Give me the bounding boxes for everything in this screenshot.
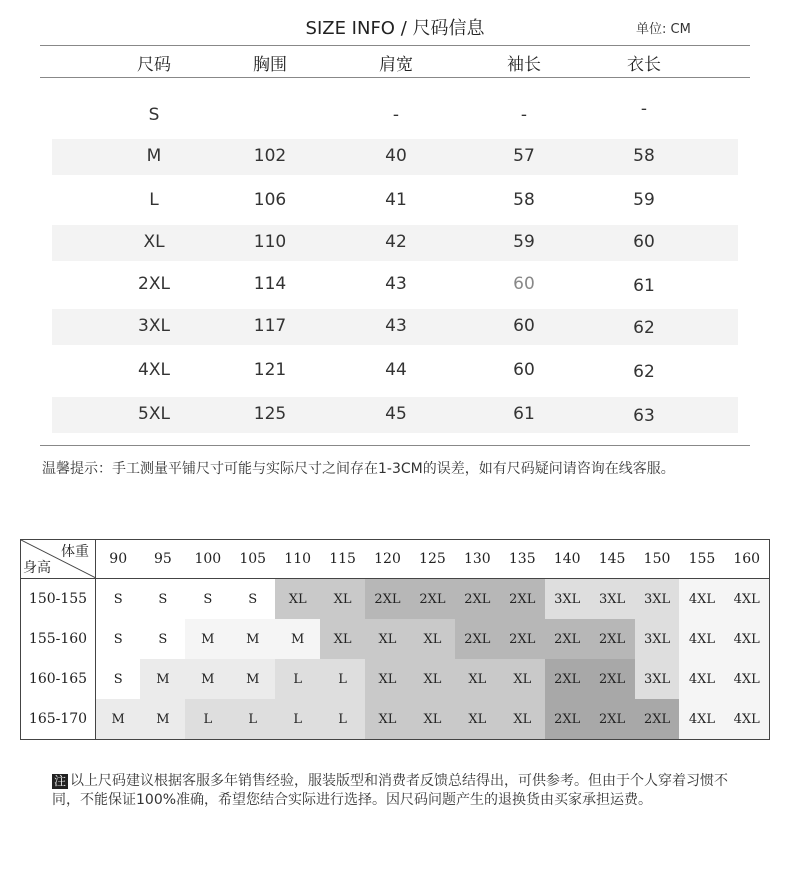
weight-column-header: 90 bbox=[96, 540, 141, 579]
recommended-size-cell: 4XL bbox=[679, 699, 724, 740]
top-rule bbox=[40, 45, 750, 46]
size-table-cell: 57 bbox=[513, 146, 535, 166]
table-row bbox=[21, 579, 770, 620]
height-weight-recommendation-table bbox=[20, 539, 770, 740]
size-table-cell: - bbox=[392, 105, 400, 125]
size-table-cell: L bbox=[149, 190, 159, 210]
size-table-cell: 117 bbox=[253, 316, 287, 336]
recommended-size-cell: XL bbox=[275, 579, 320, 620]
recommended-size-cell: L bbox=[275, 699, 320, 740]
recommended-size-cell: M bbox=[275, 619, 320, 659]
size-table-cell: 121 bbox=[253, 360, 287, 380]
recommended-size-cell: L bbox=[185, 699, 230, 740]
size-table-header: 尺码 bbox=[137, 55, 171, 75]
recommended-size-cell: S bbox=[96, 579, 141, 620]
recommended-size-cell: M bbox=[96, 699, 141, 740]
recommended-size-cell: XL bbox=[455, 659, 500, 699]
recommended-size-cell: M bbox=[230, 619, 275, 659]
recommended-size-cell: S bbox=[96, 659, 141, 699]
weight-column-header: 105 bbox=[230, 540, 275, 579]
size-table-cell: XL bbox=[143, 232, 165, 252]
recommended-size-cell: L bbox=[230, 699, 275, 740]
recommended-size-cell: XL bbox=[455, 699, 500, 740]
recommended-size-cell: 2XL bbox=[545, 659, 590, 699]
size-table-cell: 62 bbox=[633, 318, 655, 338]
recommended-size-cell: 2XL bbox=[410, 579, 455, 620]
size-table-cell: 43 bbox=[385, 274, 407, 294]
size-table-cell: 60 bbox=[633, 232, 655, 252]
sizing-note bbox=[52, 772, 752, 810]
recommended-size-cell: XL bbox=[320, 579, 365, 620]
unit-label: 单位: CM bbox=[636, 22, 691, 37]
recommended-size-cell: 4XL bbox=[679, 579, 724, 620]
size-table-cell: 43 bbox=[385, 316, 407, 336]
recommended-size-cell: XL bbox=[500, 699, 545, 740]
size-table-cell: 59 bbox=[513, 232, 535, 252]
size-table-cell: 61 bbox=[633, 276, 655, 296]
recommended-size-cell: 2XL bbox=[590, 619, 635, 659]
recommended-size-cell: XL bbox=[500, 659, 545, 699]
header-rule bbox=[40, 77, 750, 78]
size-chart-title: SIZE INFO / 尺码信息 bbox=[305, 18, 485, 39]
recommended-size-cell: M bbox=[140, 659, 185, 699]
recommended-size-cell: 4XL bbox=[679, 619, 724, 659]
recommended-size-cell: 2XL bbox=[590, 659, 635, 699]
recommended-size-cell: 3XL bbox=[635, 579, 680, 620]
weight-column-header: 115 bbox=[320, 540, 365, 579]
recommended-size-cell: 2XL bbox=[545, 699, 590, 740]
recommended-size-cell: S bbox=[140, 579, 185, 620]
recommended-size-cell: 3XL bbox=[545, 579, 590, 620]
size-table-cell: M bbox=[146, 146, 162, 166]
height-row-label: 155-160 bbox=[21, 619, 96, 659]
size-table-cell: 2XL bbox=[138, 274, 170, 294]
recommended-size-cell: 2XL bbox=[590, 699, 635, 740]
recommended-size-cell: S bbox=[185, 579, 230, 620]
bottom-rule bbox=[40, 445, 750, 446]
size-table-header: 袖长 bbox=[507, 55, 541, 75]
recommended-size-cell: M bbox=[140, 699, 185, 740]
note-badge: 注 bbox=[54, 774, 67, 788]
recommended-size-cell: S bbox=[230, 579, 275, 620]
recommended-size-cell: L bbox=[320, 699, 365, 740]
recommended-size-cell: M bbox=[185, 619, 230, 659]
recommended-size-cell: 2XL bbox=[635, 699, 680, 740]
recommended-size-cell: M bbox=[230, 659, 275, 699]
recommended-size-cell: 2XL bbox=[455, 579, 500, 620]
weight-axis-label: 体重 bbox=[61, 544, 89, 560]
recommended-size-cell: L bbox=[275, 659, 320, 699]
note-text: 以上尺码建议根据客服多年销售经验，服装版型和消费者反馈总结得出，可供参考。但由于个人穿着习惯不同，不能保证100%准确，希望您结合实际进行选择。因尺码问题产生的退换货由买家承担运费。 bbox=[52, 773, 729, 808]
recommended-size-cell: 4XL bbox=[724, 699, 769, 740]
weight-column-header: 100 bbox=[185, 540, 230, 579]
size-table-cell: 42 bbox=[385, 232, 407, 252]
size-table-cell: 110 bbox=[253, 232, 287, 252]
weight-column-header: 140 bbox=[545, 540, 590, 579]
weight-column-header: 160 bbox=[724, 540, 769, 579]
table-row bbox=[21, 699, 770, 740]
size-table-cell: 60 bbox=[513, 274, 535, 294]
size-table-cell: 3XL bbox=[138, 316, 170, 336]
weight-column-header: 150 bbox=[635, 540, 680, 579]
size-table-header: 胸围 bbox=[253, 55, 287, 75]
size-table-cell: 45 bbox=[385, 404, 407, 424]
table-row bbox=[21, 659, 770, 699]
recommended-size-cell: S bbox=[140, 619, 185, 659]
size-table-header: 衣长 bbox=[627, 55, 661, 75]
recommended-size-cell: XL bbox=[410, 619, 455, 659]
weight-column-header: 125 bbox=[410, 540, 455, 579]
recommended-size-cell: XL bbox=[320, 619, 365, 659]
size-table-cell: 58 bbox=[513, 190, 535, 210]
recommended-size-cell: 3XL bbox=[590, 579, 635, 620]
size-table-header: 肩宽 bbox=[379, 55, 413, 75]
size-table-cell: 63 bbox=[633, 406, 655, 426]
height-row-label: 160-165 bbox=[21, 659, 96, 699]
size-table-cell: 114 bbox=[253, 274, 287, 294]
recommended-size-cell: 4XL bbox=[724, 659, 769, 699]
recommended-size-cell: 4XL bbox=[724, 579, 769, 620]
recommended-size-cell: L bbox=[320, 659, 365, 699]
table-row bbox=[21, 619, 770, 659]
weight-column-header: 145 bbox=[590, 540, 635, 579]
size-table-cell: 62 bbox=[633, 362, 655, 382]
recommended-size-cell: XL bbox=[365, 699, 410, 740]
height-axis-label: 身高 bbox=[23, 560, 51, 576]
weight-column-header: 155 bbox=[679, 540, 724, 579]
recommended-size-cell: 4XL bbox=[724, 619, 769, 659]
size-table-cell: 102 bbox=[253, 146, 287, 166]
recommended-size-cell: XL bbox=[365, 619, 410, 659]
recommended-size-cell: XL bbox=[410, 659, 455, 699]
recommended-size-cell: 2XL bbox=[455, 619, 500, 659]
recommended-size-cell: 2XL bbox=[545, 619, 590, 659]
recommended-size-cell: 2XL bbox=[500, 619, 545, 659]
weight-column-header: 135 bbox=[500, 540, 545, 579]
recommended-size-cell: 3XL bbox=[635, 619, 680, 659]
recommended-size-cell: S bbox=[96, 619, 141, 659]
size-table-cell: 44 bbox=[385, 360, 407, 380]
recommended-size-cell: XL bbox=[410, 699, 455, 740]
size-table-cell: - bbox=[520, 105, 528, 125]
recommended-size-cell: 3XL bbox=[635, 659, 680, 699]
recommended-size-cell: 4XL bbox=[679, 659, 724, 699]
size-table-cell: 4XL bbox=[138, 360, 170, 380]
size-table-cell: 125 bbox=[253, 404, 287, 424]
height-row-label: 165-170 bbox=[21, 699, 96, 740]
measurement-tip: 温馨提示：手工测量平铺尺寸可能与实际尺寸之间存在1-3CM的误差，如有尺码疑问请咨询在线客服。 bbox=[42, 461, 675, 477]
size-table-cell: 60 bbox=[513, 360, 535, 380]
size-table-cell: 60 bbox=[513, 316, 535, 336]
weight-column-header: 120 bbox=[365, 540, 410, 579]
size-table-cell: - bbox=[640, 99, 648, 119]
recommended-size-cell: M bbox=[185, 659, 230, 699]
table-corner-header bbox=[21, 540, 96, 579]
size-table-cell: 41 bbox=[385, 190, 407, 210]
size-table-cell: 61 bbox=[513, 404, 535, 424]
weight-column-header: 110 bbox=[275, 540, 320, 579]
size-table-cell: S bbox=[148, 105, 160, 125]
size-table-cell: 58 bbox=[633, 146, 655, 166]
recommended-size-cell: XL bbox=[365, 659, 410, 699]
recommended-size-cell: 2XL bbox=[500, 579, 545, 620]
size-table-cell: 40 bbox=[385, 146, 407, 166]
weight-column-header: 130 bbox=[455, 540, 500, 579]
size-table-cell: 59 bbox=[633, 190, 655, 210]
size-table-cell: 5XL bbox=[138, 404, 170, 424]
size-table-cell: 106 bbox=[253, 190, 287, 210]
weight-column-header: 95 bbox=[140, 540, 185, 579]
height-row-label: 150-155 bbox=[21, 579, 96, 620]
recommended-size-cell: 2XL bbox=[365, 579, 410, 620]
